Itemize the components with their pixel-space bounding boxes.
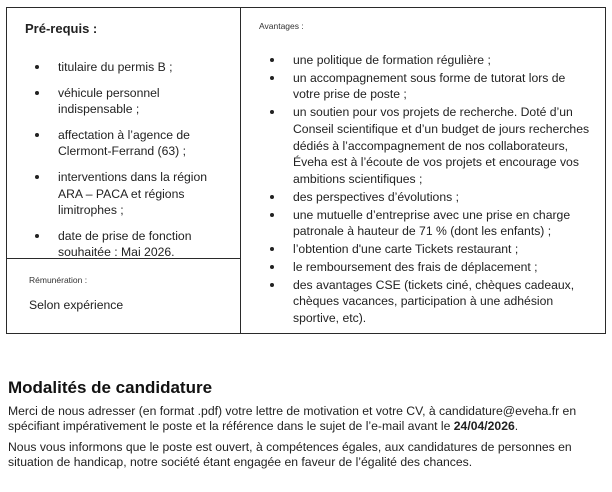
bullet-icon <box>35 133 39 137</box>
bullet-icon <box>270 283 274 287</box>
list-item: interventions dans la région ARA – PACA et régions limitrophes ; <box>58 169 233 219</box>
bullet-icon <box>35 91 39 95</box>
list-item: un accompagnement sous forme de tutorat lors de votre prise de poste ; <box>293 70 593 103</box>
list-item: l’obtention d'une carte Tickets restaurant ; <box>293 241 593 258</box>
list-item: des perspectives d’évolutions ; <box>293 189 593 206</box>
list-item: un soutien pour vos projets de recherche. Doté d’un Conseil scientifique et d’un budget de jours recherches dédiés à l’accompagnement de nos collaborateurs, Éveha est à l’écoute de vos projets et encourage vos ambitions scientifiques ; <box>293 104 593 187</box>
bullet-icon <box>35 65 39 69</box>
bullet-icon <box>270 195 274 199</box>
remuneration-cell <box>7 259 240 334</box>
list-item: des avantages CSE (tickets ciné, chèques cadeaux, chèques vacances, participation à une adhésion sportive, etc). <box>293 277 593 327</box>
list-item: une politique de formation régulière ; <box>293 52 593 69</box>
remuneration-heading: Rémunération : <box>29 275 88 285</box>
section-title: Modalités de candidature <box>8 378 213 397</box>
job-details-table <box>6 7 606 334</box>
prerequis-list <box>58 59 233 270</box>
bullet-icon <box>35 234 39 238</box>
avantages-list <box>293 52 593 328</box>
candidature-section <box>8 378 606 470</box>
bullet-icon <box>35 175 39 179</box>
equal-opportunity-statement: Nous vous informons que le poste est ouvert, à compétences égales, aux candidatures de personnes en situation de handicap, notre société étant engagée en faveur de l’égalité des chances. <box>8 440 572 470</box>
remuneration-value: Selon expérience <box>29 298 124 312</box>
deadline-date: 24/04/2026 <box>453 419 515 434</box>
bullet-icon <box>270 213 274 217</box>
list-item: titulaire du permis B ; <box>58 59 233 76</box>
avantages-cell <box>241 8 605 333</box>
bullet-icon <box>270 76 274 80</box>
prerequis-heading: Pré-requis : <box>25 21 98 36</box>
bullet-icon <box>270 58 274 62</box>
list-item: le remboursement des frais de déplacement ; <box>293 259 593 276</box>
list-item: véhicule personnel indispensable ; <box>58 85 233 118</box>
bullet-icon <box>270 110 274 114</box>
avantages-heading: Avantages : <box>259 21 304 31</box>
bullet-icon <box>270 265 274 269</box>
list-item: une mutuelle d’entreprise avec une prise en charge patronale à hauteur de 71 % (dont les enfants) ; <box>293 207 593 240</box>
prerequis-cell <box>7 8 240 259</box>
list-item: date de prise de fonction souhaitée : Mai 2026. <box>58 228 233 261</box>
application-instructions: Merci de nous adresser (en format .pdf) votre lettre de motivation et votre CV, à candidature@eveha.fr en spécifiant impérativement le poste et la référence dans le sujet de l’e-mail avant le 24/04/2026. <box>8 404 577 434</box>
list-item: affectation à l’agence de Clermont-Ferrand (63) ; <box>58 127 233 160</box>
left-column <box>7 8 241 333</box>
bullet-icon <box>270 247 274 251</box>
